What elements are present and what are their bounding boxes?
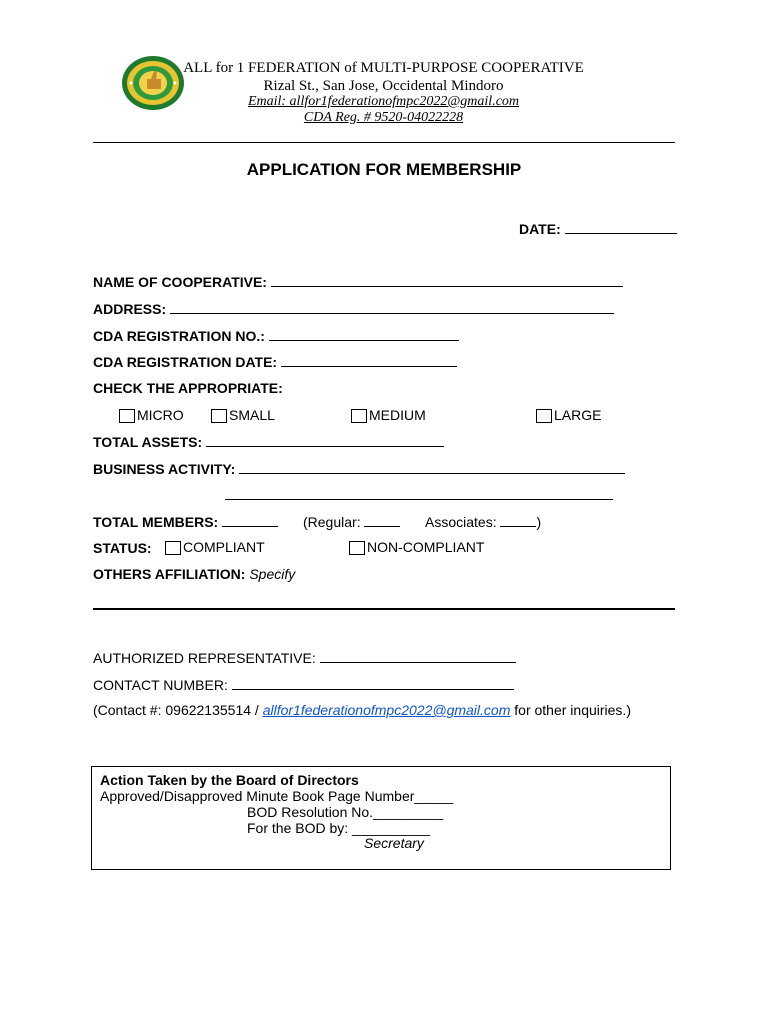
- cda-reg-no-label: CDA REGISTRATION NO.:: [93, 328, 265, 344]
- section-divider: [93, 608, 675, 610]
- contact-number-field[interactable]: [232, 676, 514, 690]
- board-action-box: [91, 766, 671, 870]
- status-option-non-compliant[interactable]: [349, 539, 484, 555]
- org-name: ALL for 1 FEDERATION of MULTI-PURPOSE COOPERATIVE: [183, 60, 584, 76]
- medium-label: MEDIUM: [369, 407, 426, 423]
- business-activity-label: BUSINESS ACTIVITY:: [93, 461, 236, 477]
- date-field[interactable]: [565, 220, 677, 234]
- contact-number-row: [93, 676, 514, 693]
- bod-resolution-line: BOD Resolution No._________: [247, 804, 444, 820]
- authorized-representative-field[interactable]: [320, 649, 516, 663]
- associates-field[interactable]: [500, 513, 536, 527]
- micro-checkbox[interactable]: [119, 409, 135, 423]
- inquiry-email-link[interactable]: allfor1federationofmpc2022@gmail.com: [262, 702, 511, 718]
- address-row: [93, 300, 614, 317]
- large-label: LARGE: [554, 407, 602, 423]
- total-assets-field[interactable]: [206, 433, 444, 447]
- for-bod-line: For the BOD by: __________: [247, 820, 430, 836]
- name-of-cooperative-row: [93, 273, 623, 290]
- others-affiliation-row: [93, 566, 295, 582]
- large-checkbox[interactable]: [536, 409, 552, 423]
- board-heading: Action Taken by the Board of Directors: [100, 772, 359, 788]
- small-checkbox[interactable]: [211, 409, 227, 423]
- business-activity-row: [93, 460, 625, 477]
- status-label: STATUS:: [93, 540, 152, 556]
- cda-reg-date-label: CDA REGISTRATION DATE:: [93, 354, 278, 370]
- compliant-checkbox[interactable]: [165, 541, 181, 555]
- size-option-medium[interactable]: [351, 407, 426, 423]
- others-affiliation-label: OTHERS AFFILIATION:: [93, 566, 246, 582]
- name-of-cooperative-field[interactable]: [271, 273, 623, 287]
- address-label: ADDRESS:: [93, 301, 167, 317]
- status-option-compliant[interactable]: [165, 539, 265, 555]
- regular-field[interactable]: [364, 513, 400, 527]
- contact-number-label: CONTACT NUMBER:: [93, 677, 228, 693]
- inquiry-suffix: for other inquiries.): [514, 702, 631, 718]
- micro-label: MICRO: [137, 407, 184, 423]
- cda-reg-no-row: [93, 327, 459, 344]
- regular-label: (Regular:: [303, 514, 361, 530]
- small-label: SMALL: [229, 407, 275, 423]
- size-option-micro[interactable]: [119, 407, 184, 423]
- business-activity-field-line-2[interactable]: [225, 486, 613, 500]
- address-field[interactable]: [170, 300, 614, 314]
- associates-label: Associates:: [425, 514, 497, 530]
- authorized-representative-label: AUTHORIZED REPRESENTATIVE:: [93, 650, 316, 666]
- total-members-label: TOTAL MEMBERS:: [93, 514, 219, 530]
- close-paren: ): [536, 514, 542, 530]
- medium-checkbox[interactable]: [351, 409, 367, 423]
- total-assets-row: [93, 433, 444, 450]
- check-appropriate-label: CHECK THE APPROPRIATE:: [93, 380, 283, 396]
- org-email: Email: allfor1federationofmpc2022@gmail.com: [247, 94, 520, 109]
- cda-registration: CDA Reg. # 9520-04022228: [303, 110, 464, 125]
- minute-book-line: Approved/Disapproved Minute Book Page Number_____: [100, 788, 454, 804]
- header-divider: [93, 142, 675, 143]
- non-compliant-label: NON-COMPLIANT: [367, 539, 485, 555]
- date-row: [519, 220, 677, 237]
- org-address: Rizal St., San Jose, Occidental Mindoro: [263, 78, 504, 94]
- total-members-field[interactable]: [222, 513, 278, 527]
- inquiry-line: [93, 702, 631, 718]
- business-activity-field[interactable]: [239, 460, 625, 474]
- compliant-label: COMPLIANT: [183, 539, 265, 555]
- specify-label: Specify: [249, 566, 296, 582]
- associates-row: [425, 513, 541, 530]
- form-title: APPLICATION FOR MEMBERSHIP: [246, 160, 522, 179]
- size-option-small[interactable]: [211, 407, 275, 423]
- regular-row: [303, 513, 400, 530]
- secretary-label: Secretary: [364, 835, 424, 851]
- cda-reg-date-row: [93, 353, 457, 370]
- total-members-row: [93, 513, 278, 530]
- total-assets-label: TOTAL ASSETS:: [93, 434, 203, 450]
- cda-reg-date-field[interactable]: [281, 353, 457, 367]
- size-option-large[interactable]: [536, 407, 601, 423]
- cda-reg-no-field[interactable]: [269, 327, 459, 341]
- name-of-cooperative-label: NAME OF COOPERATIVE:: [93, 274, 267, 290]
- inquiry-prefix: (Contact #: 09622135514 /: [93, 702, 259, 718]
- authorized-representative-row: [93, 649, 516, 666]
- date-label: DATE:: [519, 221, 561, 237]
- non-compliant-checkbox[interactable]: [349, 541, 365, 555]
